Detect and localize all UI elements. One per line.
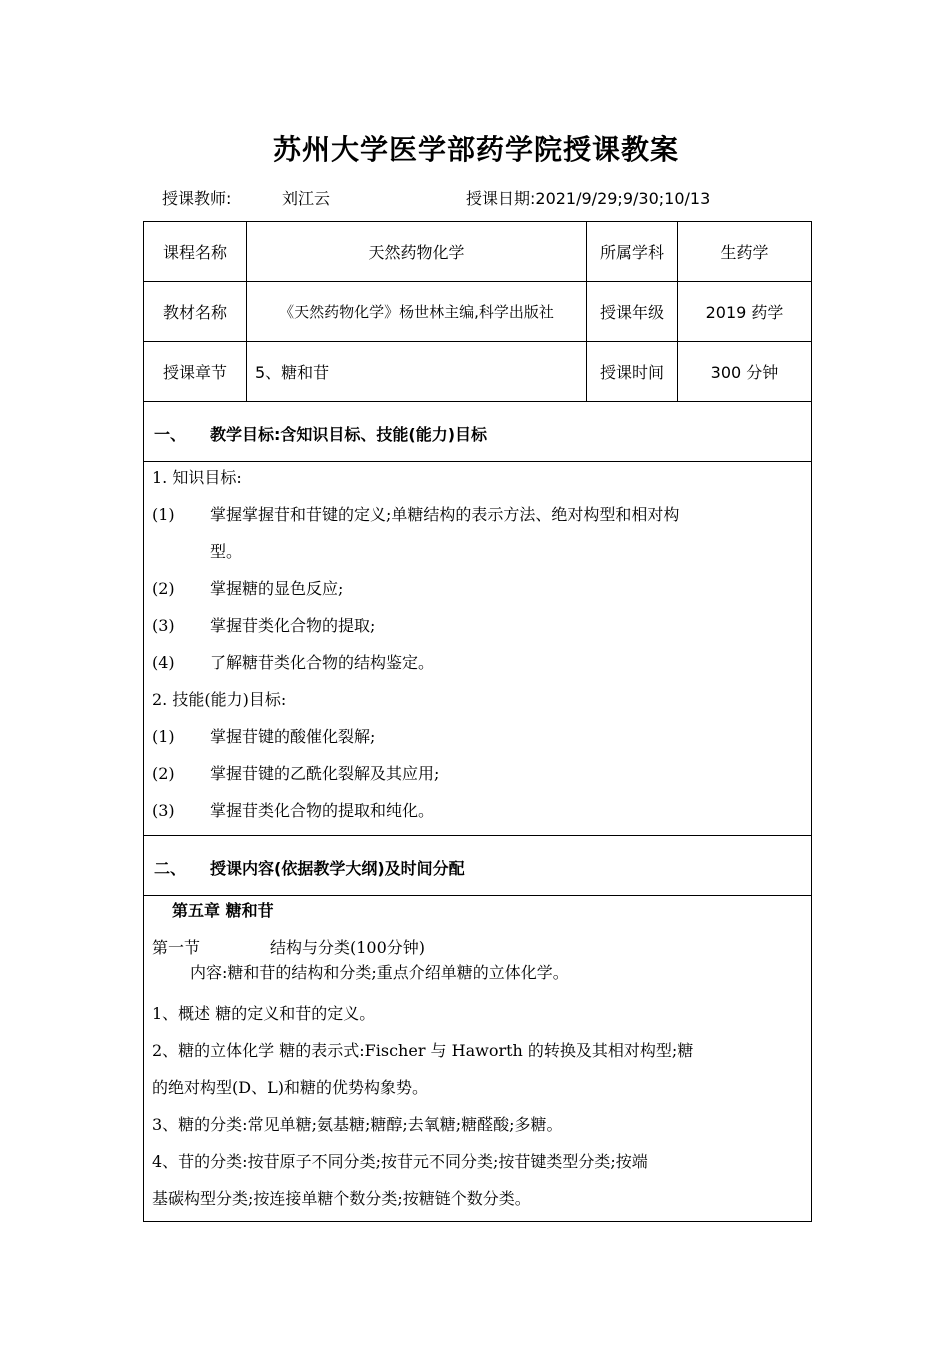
- section-1-title: 教学目标:含知识目标、技能(能力)目标: [210, 425, 488, 444]
- subsection-content: 内容:糖和苷的结构和分类;重点介绍单糖的立体化学。: [190, 963, 569, 982]
- knowledge-item: (1) 掌握掌握苷和苷键的定义;单糖结构的表示方法、绝对构型和相对构: [152, 505, 680, 524]
- knowledge-item: (3) 掌握苷类化合物的提取;: [152, 616, 376, 635]
- course-name-value: 天然药物化学: [368, 243, 465, 262]
- duration-value: 300 分钟: [710, 363, 779, 382]
- content-line: 基碳构型分类;按连接单糖个数分类;按糖链个数分类。: [152, 1189, 531, 1208]
- teacher-name: 刘江云: [282, 189, 331, 208]
- grade-value: 2019 药学: [705, 303, 784, 322]
- teacher-label: 授课教师:: [162, 189, 232, 208]
- content-line: 4、苷的分类:按苷原子不同分类;按苷元不同分类;按苷键类型分类;按端: [152, 1152, 648, 1171]
- discipline-label: 所属学科: [599, 243, 664, 262]
- subsection-title: 第一节 结构与分类(100分钟): [152, 938, 426, 957]
- section-2-title: 授课内容(依据教学大纲)及时间分配: [210, 859, 465, 878]
- skill-item: (3) 掌握苷类化合物的提取和纯化。: [152, 801, 435, 820]
- skill-item: (1) 掌握苷键的酸催化裂解;: [152, 727, 376, 746]
- content-line: 2、糖的立体化学 糖的表示式:Fischer 与 Haworth 的转换及其相对构型;糖: [152, 1041, 694, 1060]
- lesson-plan-table: [143, 221, 812, 1222]
- textbook-label: 教材名称: [162, 303, 227, 322]
- chapter-value: 5、糖和苷: [255, 363, 330, 382]
- grade-label: 授课年级: [599, 303, 664, 322]
- course-name-label: 课程名称: [162, 243, 227, 262]
- chapter-heading: 第五章 糖和苷: [172, 901, 274, 920]
- content-line: 的绝对构型(D、L)和糖的优势构象势。: [152, 1078, 428, 1097]
- page-title: 苏州大学医学部药学院授课教案: [272, 133, 679, 166]
- textbook-value: 《天然药物化学》杨世林主编,科学出版社: [279, 303, 554, 321]
- knowledge-title: 1. 知识目标:: [152, 468, 242, 487]
- content-line: 3、糖的分类:常见单糖;氨基糖;糖醇;去氧糖;糖醛酸;多糖。: [152, 1115, 563, 1134]
- section-2-heading: [154, 856, 465, 879]
- discipline-value: 生药学: [720, 243, 769, 262]
- duration-label: 授课时间: [599, 363, 664, 382]
- skill-item: (2) 掌握苷键的乙酰化裂解及其应用;: [152, 764, 440, 783]
- skill-title: 2. 技能(能力)目标:: [152, 690, 287, 709]
- section-2-number: 二、: [154, 859, 187, 878]
- knowledge-item-continued: 型。: [210, 542, 243, 561]
- section-1-number: 一、: [154, 425, 187, 444]
- section-1-heading: [154, 422, 487, 445]
- chapter-label: 授课章节: [162, 363, 227, 382]
- knowledge-item: (2) 掌握糖的显色反应;: [152, 579, 344, 598]
- content-line: 1、概述 糖的定义和苷的定义。: [152, 1004, 376, 1023]
- lesson-dates: 授课日期:2021/9/29;9/30;10/13: [466, 189, 711, 208]
- knowledge-item: (4) 了解糖苷类化合物的结构鉴定。: [152, 653, 435, 672]
